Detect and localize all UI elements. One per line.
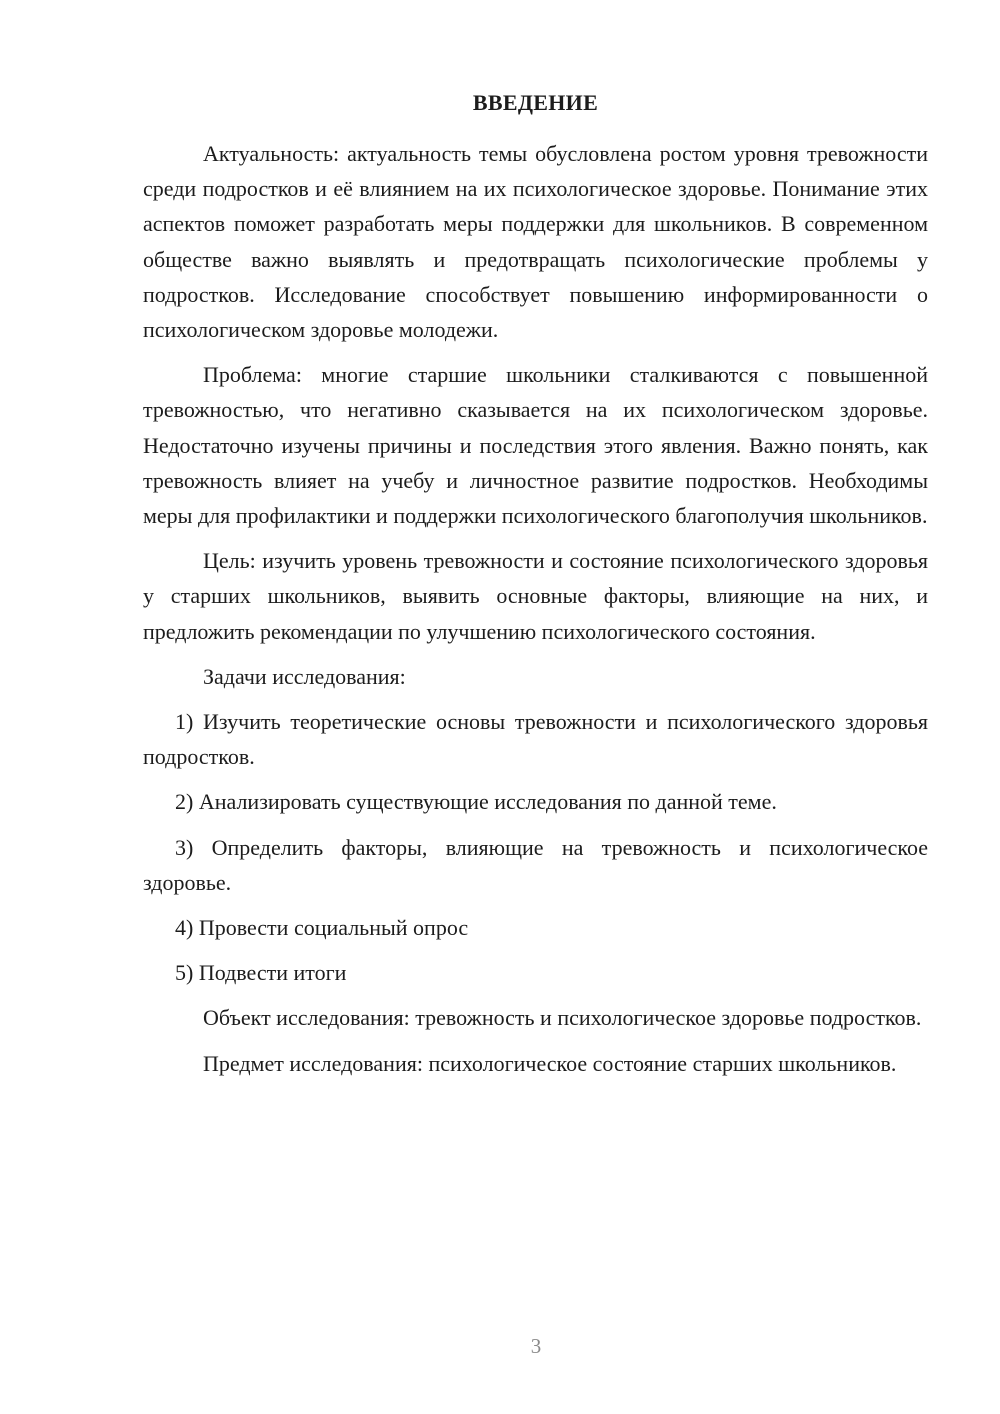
problem-paragraph: Проблема: многие старшие школьники сталкиваются с повышенной тревожностью, что негативно сказывается на их психологическом здоровье. Недостаточно изучены причины и последствия этого явления. Важно понять, как тревожность влияет на учебу и личностное развитие подростков. Необходимы меры для профилактики и поддержки психологического благополучия школьников. — [143, 362, 928, 529]
tasks-heading: Задачи исследования: — [203, 663, 406, 689]
task-item-1: 1) Изучить теоретические основы тревожности и психологического здоровья подростков. — [143, 709, 928, 770]
relevance-paragraph: Актуальность: актуальность темы обусловлена ростом уровня тревожности среди подростков и её влиянием на их психологическое здоровье. Понимание этих аспектов поможет разработать меры поддержки для школьников. В современном обществе важно выявлять и предотвращать психологические проблемы у подростков. Исследование способствует повышению информированности о психологическом здоровье молодежи. — [143, 141, 928, 343]
task-item-4: 4) Провести социальный опрос — [175, 915, 469, 941]
goal-paragraph: Цель: изучить уровень тревожности и состояние психологического здоровья у старших школьников, выявить основные факторы, влияющие на них, и предложить рекомендации по улучшению психологического состояния. — [143, 548, 928, 644]
task-item-5: 5) Подвести итоги — [175, 960, 347, 986]
research-object-paragraph: Объект исследования: тревожность и психологическое здоровье подростков. — [203, 1005, 922, 1031]
section-title: ВВЕДЕНИЕ — [472, 90, 599, 115]
task-item-2: 2) Анализировать существующие исследования по данной теме. — [175, 789, 777, 815]
page-number: 3 — [530, 1334, 542, 1358]
task-item-3: 3) Определить факторы, влияющие на тревожность и психологическое здоровье. — [143, 834, 928, 895]
research-subject-paragraph: Предмет исследования: психологическое состояние старших школьников. — [203, 1050, 897, 1076]
page-content — [143, 90, 928, 1091]
